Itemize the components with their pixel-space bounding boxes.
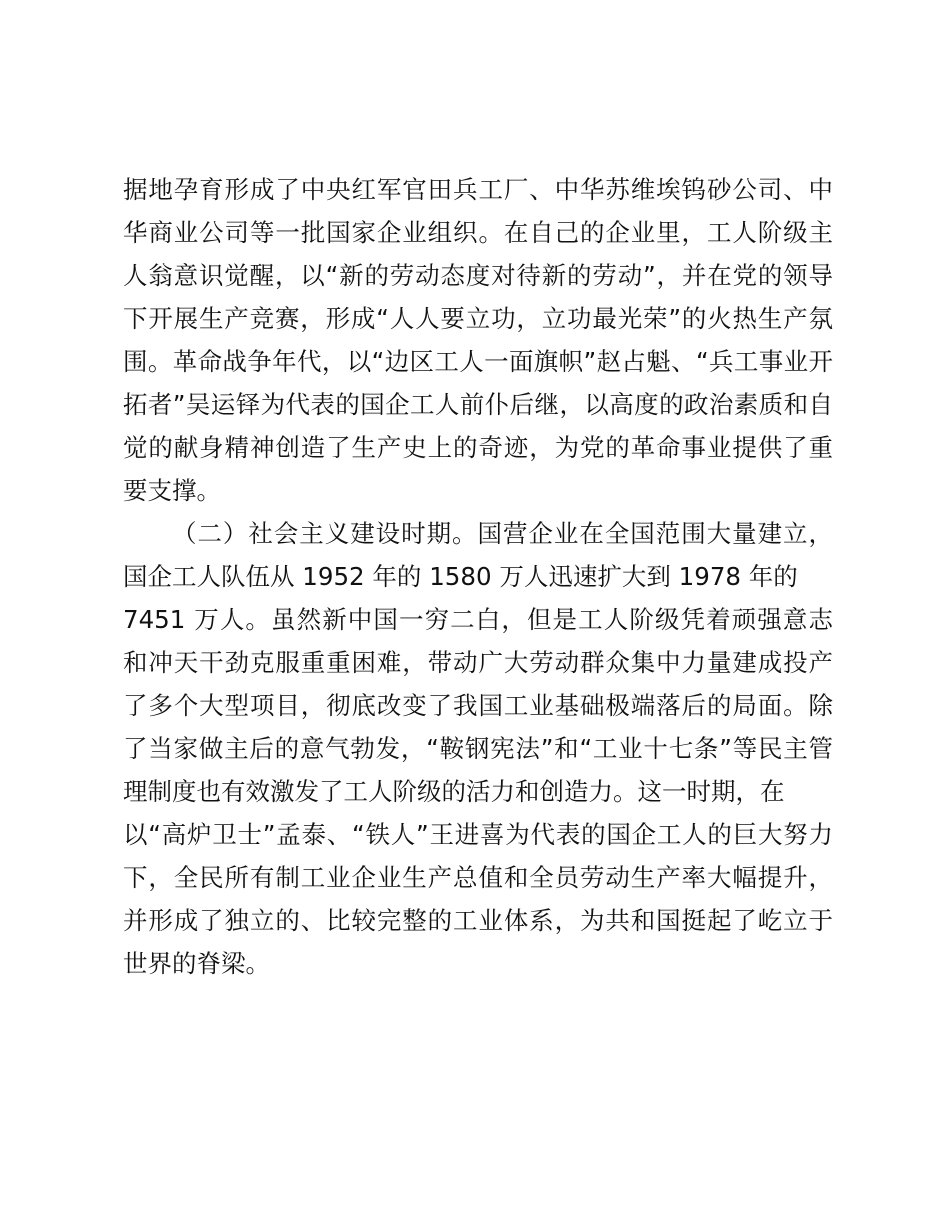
text-line: （二）社会主义建设时期。国营企业在全国范围大量建立， xyxy=(172,519,833,548)
text-line: 世界的脊梁。 xyxy=(123,949,270,978)
text-line: 觉的献身精神创造了生产史上的奇迹，为党的革命事业提供了重 xyxy=(123,433,833,462)
text-line: 拓者”吴运铎为代表的国企工人前仆后继，以高度的政治素质和自 xyxy=(123,390,833,419)
paragraph-1 xyxy=(123,168,833,512)
paragraph-2 xyxy=(123,512,833,985)
text-line: 人翁意识觉醒，以“新的劳动态度对待新的劳动”，并在党的领导 xyxy=(123,261,833,290)
text-line: 下开展生产竞赛，形成“人人要立功，立功最光荣”的火热生产氛 xyxy=(123,304,833,333)
text-line: 7451 万人。虽然新中国一穷二白，但是工人阶级凭着顽强意志 xyxy=(123,605,833,634)
text-line: 理制度也有效激发了工人阶级的活力和创造力。这一时期，在 xyxy=(123,777,785,806)
text-line: 以“高炉卫士”孟泰、“铁人”王进喜为代表的国企工人的巨大努力 xyxy=(123,820,833,849)
text-line: 华商业公司等一批国家企业组织。在自己的企业里，工人阶级主 xyxy=(123,218,833,247)
text-line: 下，全民所有制工业企业生产总值和全员劳动生产率大幅提升， xyxy=(123,863,833,892)
text-line: 了多个大型项目，彻底改变了我国工业基础极端落后的局面。除 xyxy=(123,691,833,720)
text-line: 要支撑。 xyxy=(123,476,221,505)
text-line: 和冲天干劲克服重重困难，带动广大劳动群众集中力量建成投产 xyxy=(123,648,833,677)
text-line: 国企工人队伍从 1952 年的 1580 万人迅速扩大到 1978 年的 xyxy=(123,562,798,591)
text-line: 并形成了独立的、比较完整的工业体系，为共和国挺起了屹立于 xyxy=(123,906,833,935)
text-line: 了当家做主后的意气勃发，“鞍钢宪法”和“工业十七条”等民主管 xyxy=(123,734,833,763)
text-line: 围。革命战争年代，以“边区工人一面旗帜”赵占魁、“兵工事业开 xyxy=(123,347,833,376)
document-body xyxy=(123,168,833,985)
text-line: 据地孕育形成了中央红军官田兵工厂、中华苏维埃钨砂公司、中 xyxy=(123,175,833,204)
